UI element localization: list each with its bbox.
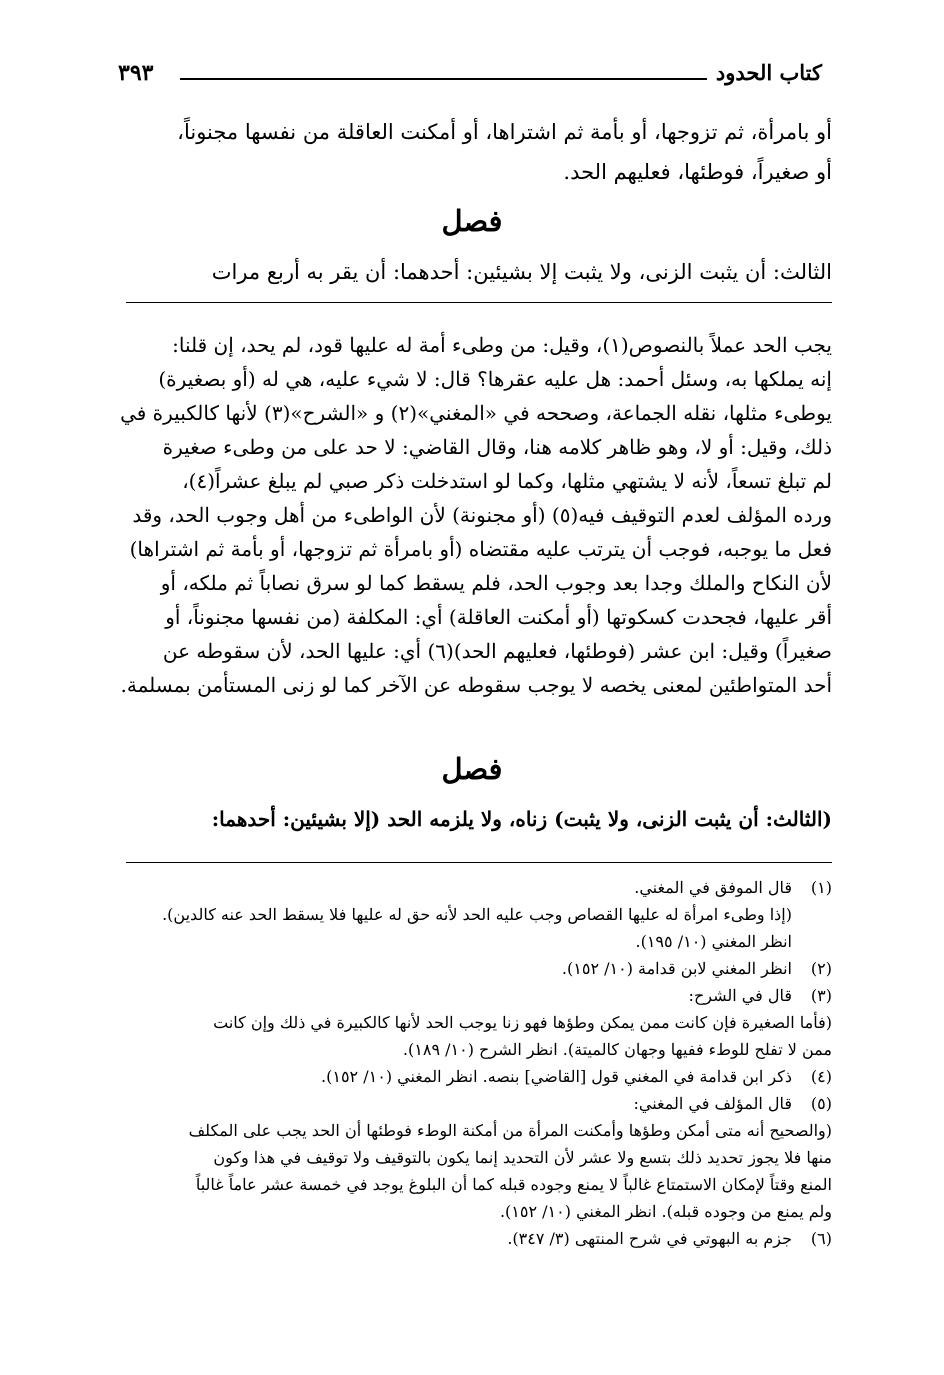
footnote-line: انظر المغني لابن قدامة (١٠/ ١٥٢). — [561, 959, 792, 978]
sharh-line: فعل ما يوجبه، فوجب أن يترتب عليه مقتضاه (أو بامرأة ثم تزوجها، أو بأمة ثم اشتراها) — [129, 537, 832, 561]
footnote — [116, 1063, 832, 1090]
sharh-line: أقر عليها، فجحدت كسكوتها (أو أمكنت العاقلة) أي: المكلفة (من نفسها مجنوناً، أو — [165, 605, 832, 629]
footnote-line: ممن لا تفلح للوطء ففيها وجهان كالميتة). انظر الشرح (١٠/ ١٨٩). — [402, 1040, 832, 1059]
sharh-line: أحد المتواطئين لمعنى يخصه لا يوجب سقوطه عن الآخر كما لو زنى المستأمن بمسلمة. — [120, 673, 832, 697]
sharh-line: يجب الحد عملاً بالنصوص(١)، وقيل: من وطىء أمة له عليها قود، لم يحد، إن قلنا: — [172, 333, 832, 357]
footnote-line: ولم يمنع من وجوده قبله). انظر المغني (١٠/ ١٥٢). — [499, 1202, 832, 1221]
footnote-line: المنع وقتاً لإمكان الاستمتاع غالباً لا يمنع وجوده قبله كما أن البلوغ يوجد في خمسة عشر عاماً غالباً — [195, 1175, 832, 1194]
footnote-line: (إذا وطىء امرأة له عليها القصاص وجب عليه الحد لأنه حق له عليها فلا يسقط الحد عنه كالدين). — [162, 905, 792, 924]
footnote-number: (٤) — [810, 1067, 832, 1086]
footnote-line: منها فلا يجوز تحديد ذلك بتسع ولا عشر لأن التحديد إنما يكون بالتوقيف ولا توقيف في هذا وكون — [213, 1148, 832, 1167]
footnotes — [116, 874, 832, 1252]
sharh-line: إنه يملكها به، وسئل أحمد: هل عليه عقرها؟ قال: لا شيء عليه، هي له (أو بصغيرة) — [158, 367, 832, 391]
chapter-title: كتاب الحدود — [715, 60, 822, 85]
sharh-fasl2 — [116, 802, 832, 836]
footnote — [116, 955, 832, 982]
matn-fasl1 — [116, 252, 832, 292]
footnote-number: (٦) — [810, 1229, 832, 1248]
footnote-number: (٣) — [810, 986, 832, 1005]
sharh-line: لأن النكاح والملك وجدا بعد وجوب الحد، فلم يسقط كما لو سرق نصاباً ثم ملكه، أو — [160, 571, 832, 595]
sharh-line: ذلك، وقيل: أو لا، وهو ظاهر كلامه هنا، وقال القاضي: لا حد على من وطىء صغيرة — [162, 435, 832, 459]
matn-line: الثالث: أن يثبت الزنى، ولا يثبت إلا بشيئين: أحدهما: أن يقر به أربع مرات — [211, 260, 832, 284]
sharh-line: صغيراً) وقيل: ابن عشر (فوطئها، فعليهم الحد)(٦) أي: عليها الحد، لأن سقوطه عن — [162, 639, 832, 663]
sharh-line: ورده المؤلف لعدم التوقيف فيه(٥) (أو مجنونة) لأن الواطىء من أهل وجوب الحد، وقد — [132, 503, 832, 527]
sharh-line: (الثالث: أن يثبت الزنى، ولا يثبت) زناه، ولا يلزمه الحد (إلا بشيئين: أحدهما: — [211, 807, 832, 831]
footnote-line: (والصحيح أنه متى أمكن وطؤها وأمكنت المرأة من أمكنة الوطء فوطئها أن الحد يجب على المكلف — [188, 1121, 832, 1140]
footnote-line: قال الموفق في المغني. — [634, 878, 792, 897]
page-number: ٣٩٣ — [118, 60, 154, 86]
matn-line: أو بامرأة، ثم تزوجها، أو بأمة ثم اشتراها، أو أمكنت العاقلة من نفسها مجنوناً، — [177, 120, 832, 144]
footnote-line: قال في الشرح: — [688, 986, 792, 1005]
footnote-line: قال المؤلف في المغني: — [633, 1094, 792, 1113]
sharh-line: يوطىء مثلها، نقله الجماعة، وصححه في «المغني»(٢) و «الشرح»(٣) لأنها كالكبيرة في — [120, 401, 832, 425]
section-heading: فصل — [441, 204, 503, 238]
footnote — [116, 874, 832, 955]
footnote-separator — [126, 862, 832, 863]
footnote-continued — [116, 1117, 832, 1225]
matn-top — [116, 112, 832, 192]
footnote — [116, 982, 832, 1009]
running-header — [118, 56, 822, 90]
matn-line: أو صغيراً، فوطئها، فعليهم الحد. — [563, 160, 832, 184]
footnote-number: (١) — [810, 878, 832, 897]
footnote-line: جزم به البهوتي في شرح المنتهى (٣/ ٣٤٧). — [507, 1229, 792, 1248]
sharh-line: لم تبلغ تسعاً، لأنه لا يشتهي مثلها، وكما لو استدخلت ذكر صبي لم يبلغ عشراً(٤)، — [182, 469, 832, 493]
footnote-line: (فأما الصغيرة فإن كانت ممن يمكن وطؤها فهو زنا يوجب الحد لأنها كالكبيرة في ذلك وإن كانت — [213, 1013, 832, 1032]
footnote — [116, 1090, 832, 1117]
footnote-number: (٥) — [810, 1094, 832, 1113]
footnote-number: (٢) — [810, 959, 832, 978]
matn-separator — [126, 302, 832, 303]
footnote-continued — [116, 1009, 832, 1063]
footnote — [116, 1225, 832, 1252]
header-rule — [180, 78, 707, 80]
sharh-body — [116, 328, 832, 702]
section-heading: فصل — [441, 752, 503, 786]
footnote-line: انظر المغني (١٠/ ١٩٥). — [635, 932, 792, 951]
footnote-line: ذكر ابن قدامة في المغني قول [القاضي] بنصه. انظر المغني (١٠/ ١٥٢). — [321, 1067, 792, 1086]
